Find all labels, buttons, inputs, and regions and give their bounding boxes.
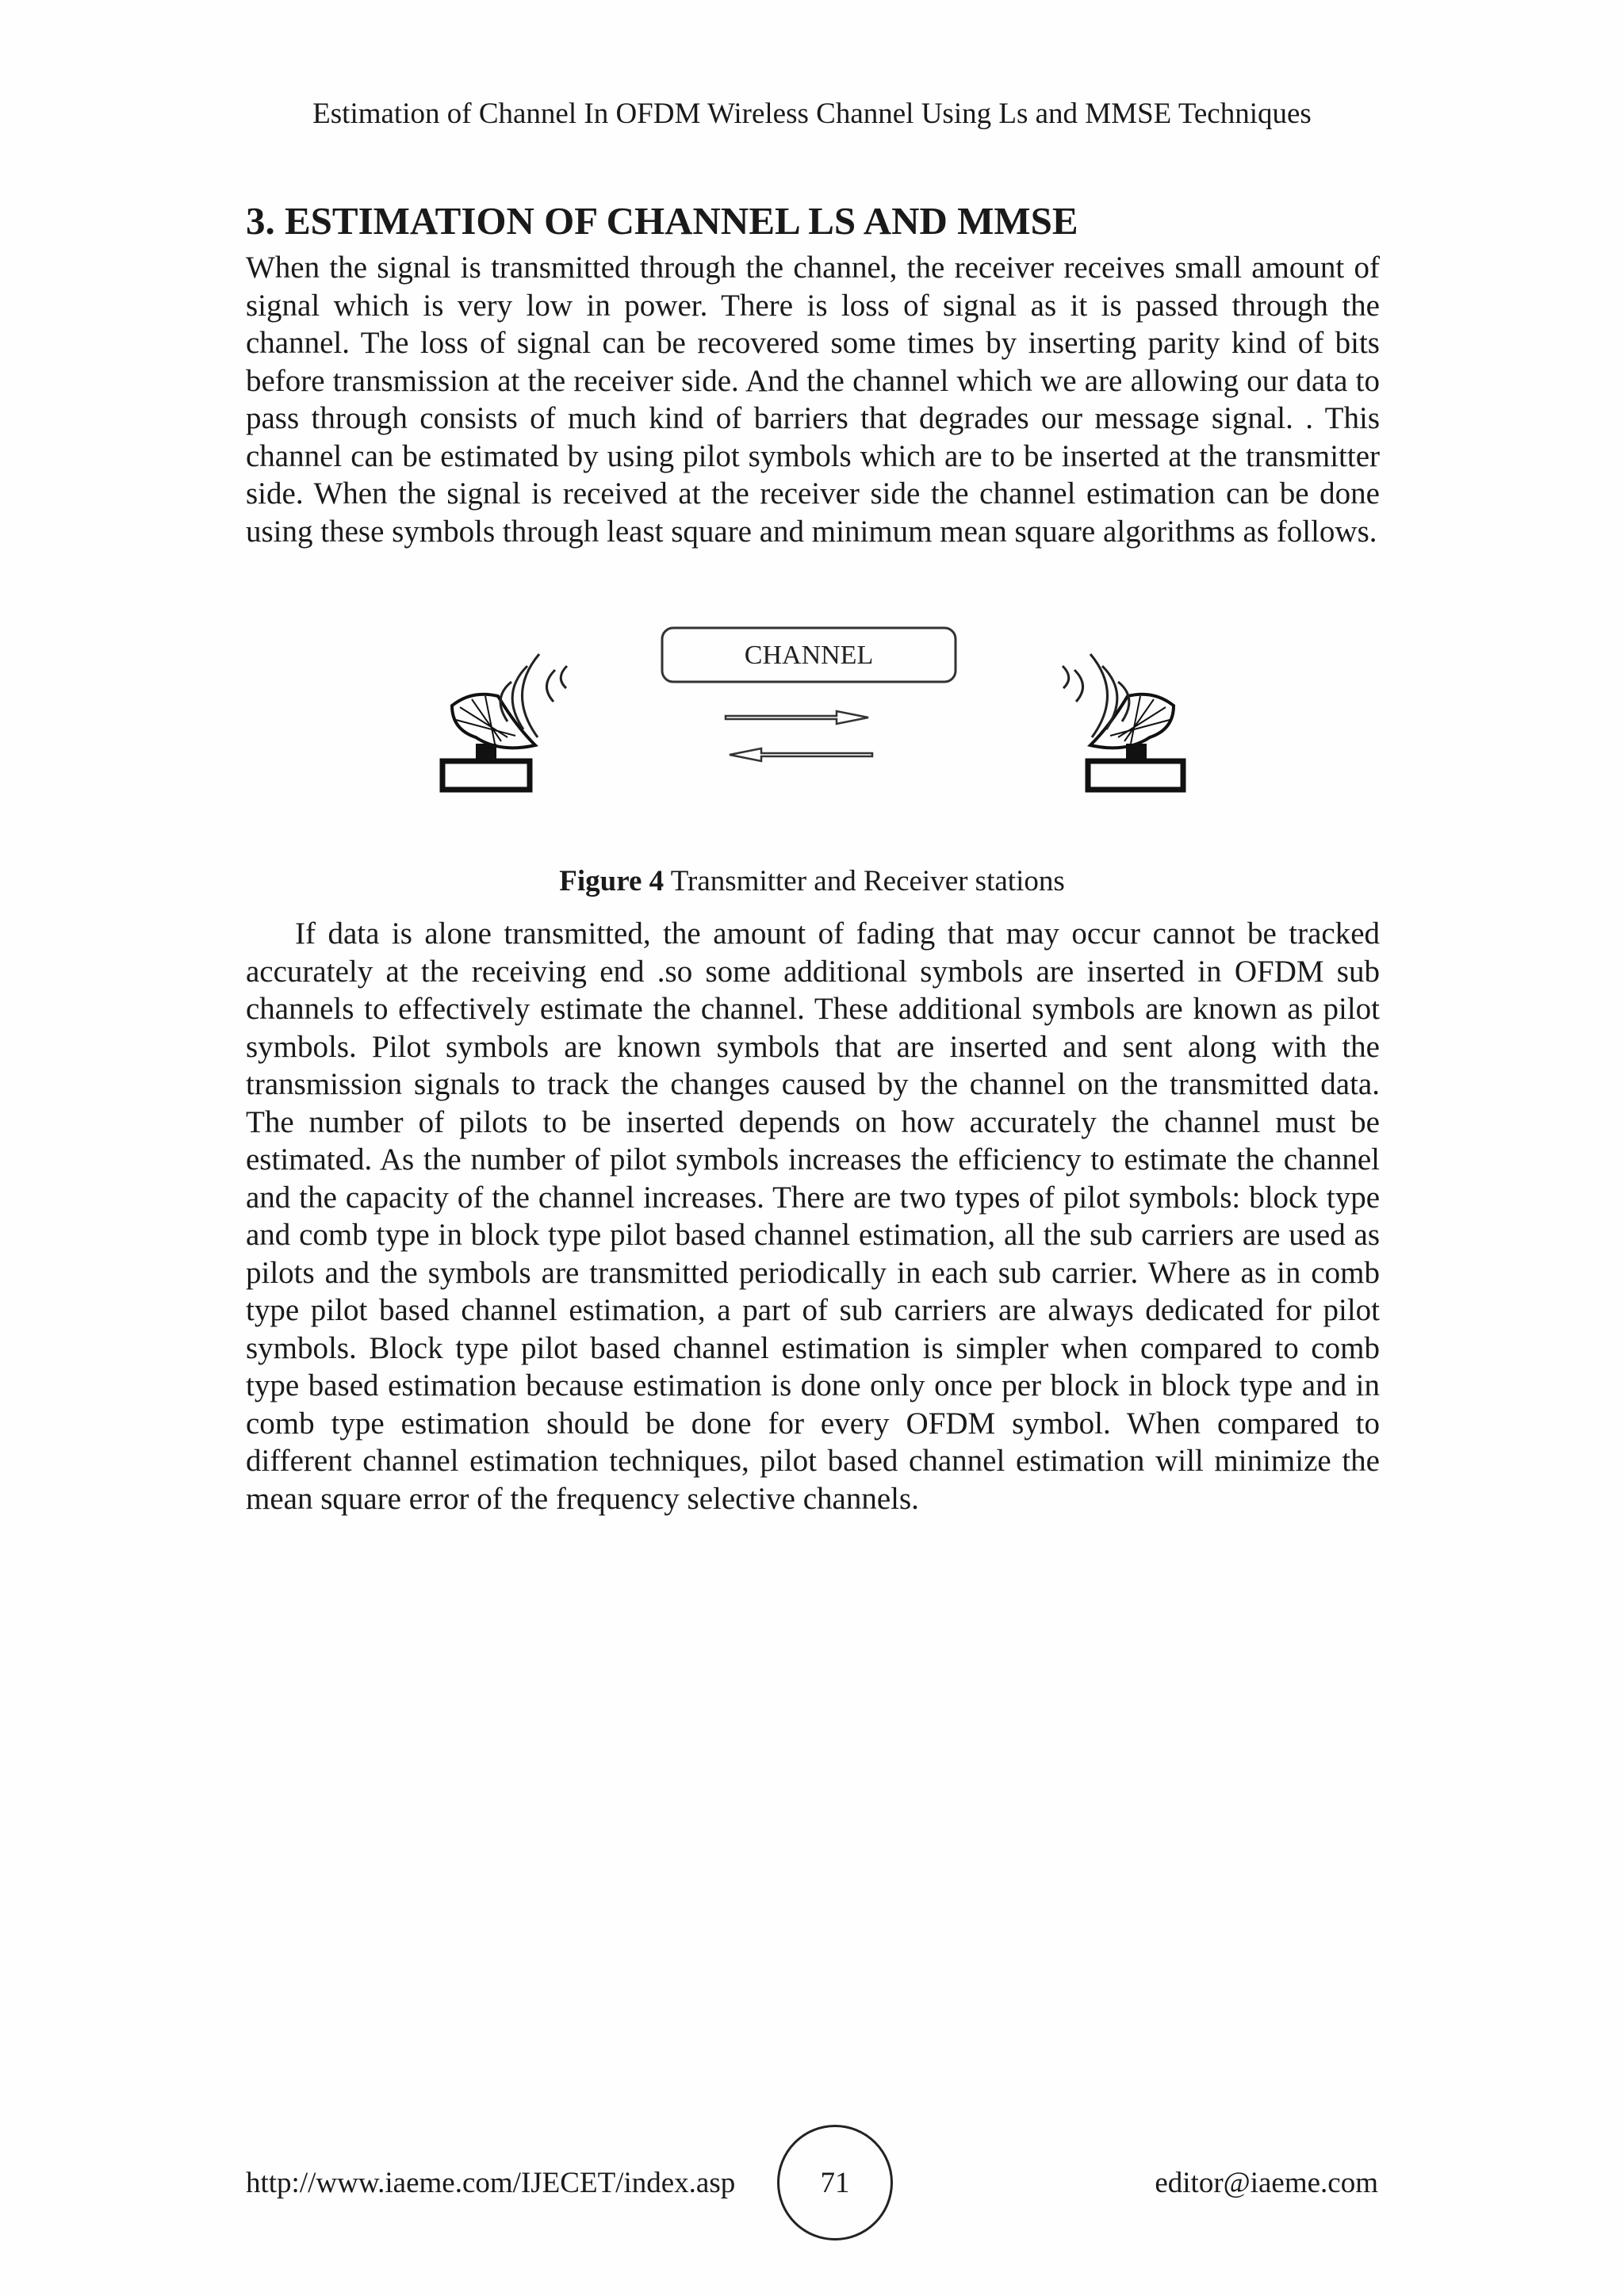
figure-caption-text: Transmitter and Receiver stations: [670, 865, 1065, 897]
figure-diagram: [428, 618, 1197, 817]
figure-caption-label: Figure 4: [559, 865, 665, 897]
figure-transmitter-receiver: [428, 618, 1197, 817]
paragraph-intro: When the signal is transmitted through the channel, the receiver receives small amount of signal which is very low in power. There is loss of signal as it is passed through the channel. The loss of signal can be recovered some times by inserting parity kind of bits before transmission at the receiver side. And the channel which we are allowing our data to pass through consists of much kind of barriers that degrades our message signal. . This channel can be estimated by using pilot symbols which are to be inserted at the transmitter side. When the signal is received at the receiver side the channel estimation can be done using these symbols through least square and minimum mean square algorithms as follows.: [246, 251, 1380, 549]
channel-box: [662, 628, 956, 682]
footer-email[interactable]: editor@iaeme.com: [1155, 2167, 1378, 2199]
right-signal-waves: [1063, 654, 1129, 737]
arrow-left: [730, 748, 872, 761]
section-title: 3. ESTIMATION OF CHANNEL LS AND MMSE: [246, 199, 1078, 243]
right-dish-antenna-icon: [1088, 695, 1183, 790]
section-body-2: [246, 915, 1380, 1517]
channel-label: CHANNEL: [744, 641, 874, 670]
left-dish-antenna-icon: [442, 695, 535, 790]
figure-caption: [0, 864, 1624, 899]
left-signal-waves: [500, 654, 567, 737]
page-number-text: 71: [820, 2166, 850, 2199]
page-number: [777, 2125, 893, 2241]
section-body-1: [246, 249, 1380, 550]
footer-url[interactable]: http://www.iaeme.com/IJECET/index.asp: [246, 2167, 736, 2199]
paragraph-pilot-symbols: If data is alone transmitted, the amount of fading that may occur cannot be tracked accurately at the receiving end .so some additional symbols are inserted in OFDM sub channels to effectively estimate the channel. These additional symbols are known as pilot symbols. Pilot symbols are known symbols that are inserted and sent along with the transmission signals to track the changes caused by the channel on the transmitted data. The number of pilots to be inserted depends on how accurately the channel must be estimated. As the number of pilot symbols increases the efficiency to estimate the channel and the capacity of the channel increases. There are two types of pilot symbols: block type and comb type in block type pilot based channel estimation, all the sub carriers are used as pilots and the symbols are transmitted periodically in each sub carrier. Where as in comb type pilot based channel estimation, a part of sub carriers are always dedicated for pilot symbols. Block type pilot based channel estimation is simpler when compared to comb type based estimation because estimation is done only once per block in block type and in comb type estimation should be done for every OFDM symbol. When compared to different channel estimation techniques, pilot based channel estimation will minimize the mean square error of the frequency selective channels.: [246, 916, 1380, 1516]
arrow-right: [726, 711, 868, 724]
running-header: Estimation of Channel In OFDM Wireless Channel Using Ls and MMSE Techniques: [312, 98, 1312, 130]
